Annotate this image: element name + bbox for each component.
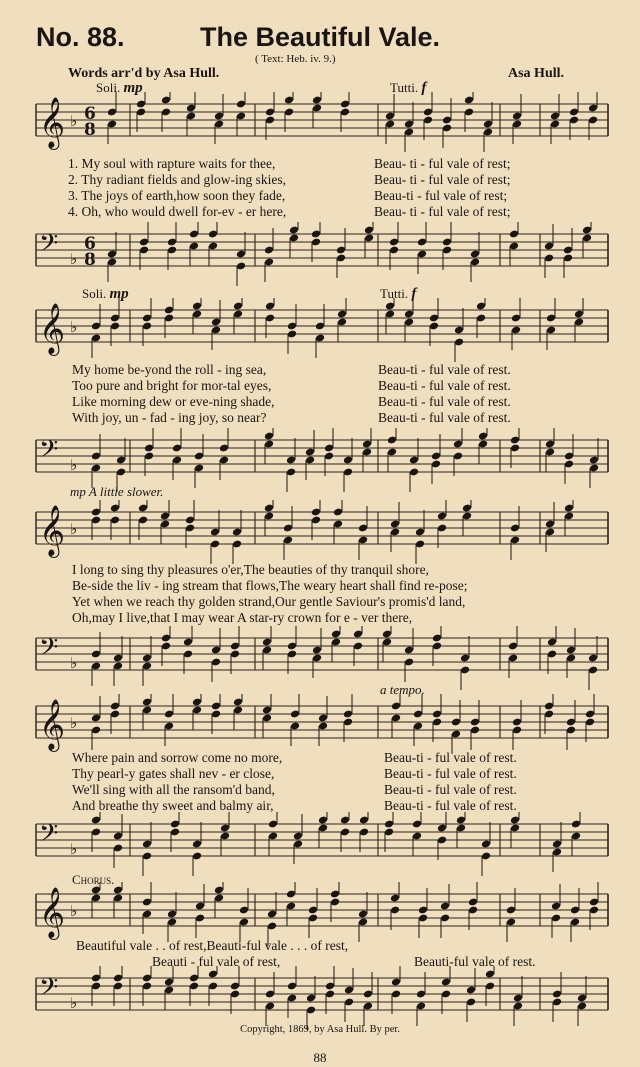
treble-clef-icon: 𝄞 bbox=[39, 887, 66, 938]
bass-staff bbox=[0, 428, 640, 492]
time-signature-top: 6 bbox=[84, 234, 96, 254]
treble-staff bbox=[0, 882, 640, 946]
verse-line: 3. The joys of earth,how soon they fade, bbox=[68, 188, 286, 203]
verse-line: Too pure and bright for mor-tal eyes, bbox=[72, 378, 272, 393]
verse-line: 1. My soul with rapture waits for thee, bbox=[68, 156, 276, 171]
refrain-line: Beau-ti - ful vale of rest. bbox=[378, 394, 511, 409]
time-signature-top: 6 bbox=[84, 104, 96, 124]
hymn-number: No. 88. bbox=[36, 22, 125, 52]
refrain-line: Beau-ti - ful vale of rest. bbox=[378, 362, 511, 377]
bass-clef-icon: 𝄢 bbox=[39, 973, 59, 1008]
verse-line: Like morning dew or eve-ning shade, bbox=[72, 394, 275, 409]
verse-line: My home be-yond the roll - ing sea, bbox=[72, 362, 267, 377]
bass-staff bbox=[0, 222, 640, 286]
tutti-marking: Tutti. f bbox=[390, 80, 427, 96]
verse-line: Be-side the liv - ing stream that flows,The weary heart shall find re-pose; bbox=[72, 578, 468, 593]
tempo-direction: mp A little slower. bbox=[70, 484, 164, 499]
refrain-line: Beau-ti - ful vale of rest. bbox=[378, 410, 511, 425]
refrain-line: Beau- ti - ful vale of rest; bbox=[374, 156, 511, 171]
verse-line: Yet when we reach thy golden strand,Our gentle Saviour's promis'd land, bbox=[72, 594, 466, 609]
chorus-line: Beauti-ful vale of rest. bbox=[414, 954, 536, 969]
bass-staff bbox=[0, 812, 640, 876]
verse-line: Oh,may I live,that I may wear A star-ry crown for e - ver there, bbox=[72, 610, 413, 625]
tempo-direction: a tempo. bbox=[380, 682, 425, 697]
verse-line: 2. Thy radiant fields and glow-ing skies, bbox=[68, 172, 286, 187]
treble-staff bbox=[0, 298, 640, 362]
verse-line: With joy, un - fad - ing joy, so near? bbox=[72, 410, 267, 425]
treble-staff bbox=[0, 500, 640, 564]
flat-icon: ♭ bbox=[70, 994, 78, 1012]
time-signature-bottom: 8 bbox=[84, 120, 96, 140]
flat-icon: ♭ bbox=[70, 318, 78, 336]
bass-staff bbox=[0, 626, 640, 690]
verse-line: Thy pearl-y gates shall nev - er close, bbox=[72, 766, 275, 781]
flat-icon: ♭ bbox=[70, 250, 78, 268]
composer-credit: Asa Hull. bbox=[508, 66, 565, 81]
verse-line: I long to sing thy pleasures o'er,The beauties of thy tranquil shore, bbox=[72, 562, 429, 577]
treble-staff bbox=[0, 92, 640, 156]
soli-marking: Soli. mp bbox=[96, 80, 143, 96]
verse-line: 4. Oh, who would dwell for-ev - er here, bbox=[68, 204, 287, 219]
soli-marking: Soli. mp bbox=[82, 286, 129, 302]
flat-icon: ♭ bbox=[70, 714, 78, 732]
treble-staff bbox=[0, 694, 640, 758]
bass-clef-icon: 𝄢 bbox=[39, 229, 59, 264]
flat-icon: ♭ bbox=[70, 112, 78, 130]
bass-clef-icon: 𝄢 bbox=[39, 819, 59, 854]
refrain-line: Beau-ti - ful vale of rest. bbox=[384, 798, 517, 813]
refrain-line: Beau- ti - ful vale of rest; bbox=[374, 204, 511, 219]
treble-clef-icon: 𝄞 bbox=[39, 505, 66, 556]
flat-icon: ♭ bbox=[70, 902, 78, 920]
verse-line: Where pain and sorrow come no more, bbox=[72, 750, 283, 765]
refrain-line: Beau-ti - ful vale of rest; bbox=[374, 188, 508, 203]
chorus-line: Beautiful vale . . of rest,Beauti-ful vale . . . of rest, bbox=[76, 938, 349, 953]
treble-clef-icon: 𝄞 bbox=[39, 699, 66, 750]
hymn-title: The Beautiful Vale. bbox=[200, 22, 441, 52]
bass-clef-icon: 𝄢 bbox=[39, 435, 59, 470]
refrain-line: Beau-ti - ful vale of rest. bbox=[384, 750, 517, 765]
bass-staff bbox=[0, 966, 640, 1030]
text-reference: ( Text: Heb. iv. 9.) bbox=[255, 53, 336, 65]
verse-line: We'll sing with all the ransom'd band, bbox=[72, 782, 275, 797]
chorus-label: Chorus. bbox=[72, 872, 115, 887]
verse-line: And breathe thy sweet and balmy air, bbox=[72, 798, 274, 813]
time-signature-bottom: 8 bbox=[84, 250, 96, 270]
treble-clef-icon: 𝄞 bbox=[39, 97, 66, 148]
refrain-line: Beau-ti - ful vale of rest. bbox=[384, 766, 517, 781]
refrain-line: Beau- ti - ful vale of rest; bbox=[374, 172, 511, 187]
flat-icon: ♭ bbox=[70, 840, 78, 858]
refrain-line: Beau-ti - ful vale of rest. bbox=[378, 378, 511, 393]
words-credit: Words arr'd by Asa Hull. bbox=[68, 66, 220, 81]
flat-icon: ♭ bbox=[70, 520, 78, 538]
page-number: 88 bbox=[313, 1050, 327, 1065]
refrain-line: Beau-ti - ful vale of rest. bbox=[384, 782, 517, 797]
treble-clef-icon: 𝄞 bbox=[39, 303, 66, 354]
flat-icon: ♭ bbox=[70, 654, 78, 672]
copyright: Copyright, 1869, by Asa Hull. By per. bbox=[240, 1024, 400, 1035]
tutti-marking: Tutti. f bbox=[380, 286, 417, 302]
bass-clef-icon: 𝄢 bbox=[39, 633, 59, 668]
chorus-line: Beauti - ful vale of rest, bbox=[152, 954, 281, 969]
flat-icon: ♭ bbox=[70, 456, 78, 474]
